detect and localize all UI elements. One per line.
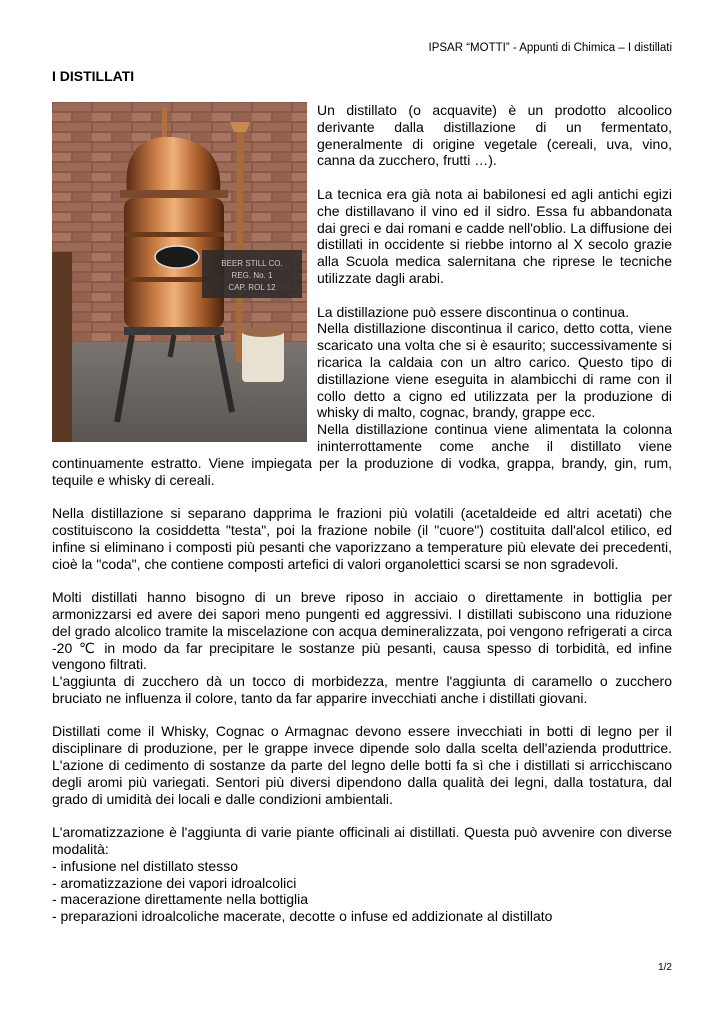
aromatization-list: [52, 858, 672, 925]
list-item: - macerazione direttamente nella bottiglia: [52, 891, 309, 908]
paragraph-continuous: Nella distillazione continua viene alimentata la colonna ininterrottamente come anche il distillato viene continuamente estratto. Viene impiegata per la produzione di vodka, grappa, brandy, gin, rum, tequile e whisky di cereali.: [52, 421, 672, 488]
page-title: I DISTILLATI: [52, 68, 135, 84]
paragraph-resting: Molti distillati hanno bisogno di un breve riposo in acciaio o direttamente in bottiglia per armonizzarsi ed avere dei sapori meno pungenti ed aggressivi. I distillati subiscono una riduzione del grado alcolico tramite la miscelazione con acqua demineralizzata, poi vengono refrigerati a circa -20 ℃ in modo da far precipitare le sostanze più pesanti, causa spesso di torbidità, ed infine vengono filtrati.: [52, 589, 672, 673]
photo-spacer: [52, 102, 317, 444]
paragraph-history: La tecnica era già nota ai babilonesi ed agli antichi egizi che distillavano il vino ed il sidro. Essa fu abbandonata dai greci e dai romani e cadde nell'oblio. La diffusione dei distillati in occidente si riebbe intorno al X secolo grazie alla Scuola medica salernitana che riprese le tecniche utilizzate dagli arabi.: [317, 185, 672, 286]
paragraph-discontinuous: Nella distillazione discontinua il carico, detto cotta, viene scaricato una volta che si è esaurito; successivamente si ricarica la caldaia con un altro carico. Questo tipo di distillazione viene eseguita in alambicchi di rame con il collo detto a cigno ed utilizzata per la produzione di whisky di malto, cognac, brandy, grappe ecc.: [317, 320, 672, 421]
list-item: - aromatizzazione dei vapori idroalcolici: [52, 874, 297, 891]
list-item: - preparazioni idroalcoliche macerate, decotte o infuse ed addizionate al distillato: [52, 908, 553, 925]
plate-text-line1: BEER STILL CO.: [221, 259, 283, 268]
paragraph-types: La distillazione può essere discontinua o continua.: [317, 303, 630, 320]
page-number: 1/2: [658, 962, 672, 973]
paragraph-definition: Un distillato (o acquavite) è un prodotto alcoolico derivante dalla distillazione di un fermentato, generalmente di origine vegetale (cereali, uva, vino, canna da zucchero, frutti …).: [317, 102, 672, 169]
list-item: - infusione nel distillato stesso: [52, 857, 238, 874]
page-header: IPSAR “MOTTI” - Appunti di Chimica – I distillati: [428, 42, 672, 54]
paragraph-sugar: L'aggiunta di zucchero dà un tocco di morbidezza, mentre l'aggiunta di caramello o zucchero bruciato ne influenza il colore, tanto da far apparire invecchiati anche i distillati giovani.: [52, 673, 672, 706]
paragraph-fractions: Nella distillazione si separano dapprima le frazioni più volatili (acetaldeide ed altri acetati) che costituiscono la cosiddetta "testa", poi la frazione nobile (il "cuore") costituita dall'alcol etilico, ed infine si eliminano i composti più pesanti che vaporizzano a temperature più elevate dei precedenti, cioè la "coda", che contiene composti artefici di valori organolettici scarsi se non sgradevoli.: [52, 505, 672, 572]
document-body: [52, 102, 672, 925]
plate-text-line3: CAP. ROL 12: [228, 283, 276, 292]
plate-text-line2: REG. No. 1: [231, 271, 273, 280]
paragraph-aging: Distillati come il Whisky, Cognac o Armagnac devono essere invecchiati in botti di legno per il disciplinare di produzione, per le grappe invece dipende solo dalla scelta dell'azienda produttrice. L'azione di cedimento di sostanze da parte del legno delle botti fa sì che i distillati si arricchiscano degli aromi più variegati. Sentori più diversi dipendono dalla qualità dei legni, dalla tostatura, dal grado di umidità dei locali e dalle condizioni ambientali.: [52, 723, 672, 807]
paragraph-aromatization: L'aromatizzazione è l'aggiunta di varie piante officinali ai distillati. Questa può avvenire con diverse modalità:: [52, 824, 672, 858]
